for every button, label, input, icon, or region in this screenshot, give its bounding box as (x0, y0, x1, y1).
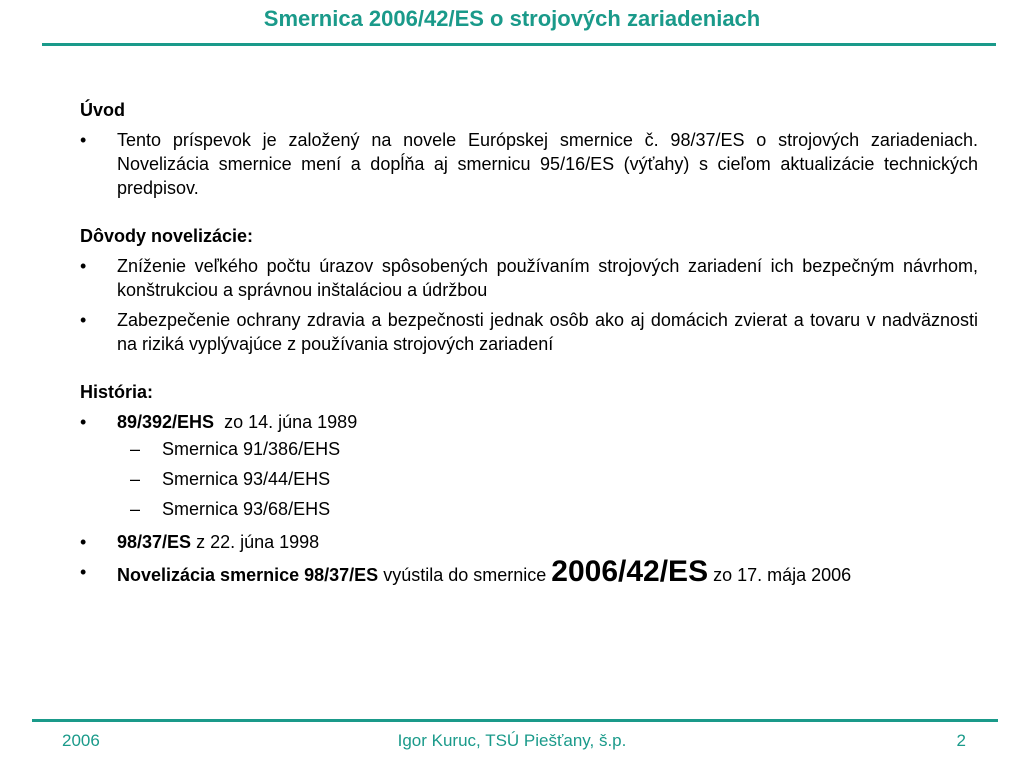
history-item-3-directive: 2006/42/ES (551, 555, 709, 588)
history-sub-item (80, 434, 978, 464)
reasons-bullet-2 (80, 308, 978, 356)
history-sub-item-text: Smernica 91/386/EHS (162, 439, 341, 459)
reasons-bullet-2-text: Zabezpečenie ochrany zdravia a bezpečnosti jednak osôb ako aj domácich zvierat a tovaru v nadväznosti na riziká vyplývajúce z používania strojových zariadení (117, 310, 978, 354)
slide-content (80, 98, 978, 587)
bullet-icon: • (80, 562, 87, 582)
footer-year: 2006 (62, 731, 100, 750)
dash-icon: – (130, 499, 141, 519)
slide-title: Smernica 2006/42/ES o strojových zariadeniach (263, 6, 761, 31)
slide-number: 2 (956, 731, 966, 750)
history-heading: História: (80, 382, 154, 402)
title-divider (42, 43, 996, 46)
reasons-heading: Dôvody novelizácie: (80, 226, 254, 246)
history-item-2 (80, 530, 978, 554)
history-sub-item (80, 494, 978, 524)
intro-heading: Úvod (80, 100, 125, 120)
dash-icon: – (130, 469, 141, 489)
intro-bullet-text: Tento príspevok je založený na novele Európskej smernice č. 98/37/ES o strojových zariadeniach. Novelizácia smernice mení a dopĺňa aj smernicu 95/16/ES (výťahy) s cieľom aktualizácie technických predpisov. (117, 130, 978, 198)
bullet-icon: • (80, 256, 87, 276)
history-item-2-text: z 22. júna 1998 (196, 532, 320, 552)
history-item-1-code: 89/392/EHS (117, 412, 215, 432)
intro-bullet (80, 128, 978, 200)
history-sub-item-text: Smernica 93/44/EHS (162, 469, 331, 489)
history-item-1 (80, 410, 978, 434)
dash-icon: – (130, 439, 141, 459)
reasons-bullet-1-text: Zníženie veľkého počtu úrazov spôsobených používaním strojových zariadení ich bezpečným návrhom, konštrukciou a správnou inštaláciou a údržbou (117, 256, 978, 300)
footer-author: Igor Kuruc, TSÚ Piešťany, š.p. (397, 731, 627, 750)
history-item-3-text: vyústila do smernice (383, 565, 547, 585)
bullet-icon: • (80, 310, 87, 330)
history-item-2-code: 98/37/ES (117, 532, 192, 552)
history-item-3-tail: zo 17. mája 2006 (713, 565, 852, 585)
footer-divider (32, 719, 998, 722)
bullet-icon: • (80, 130, 87, 150)
history-sub-item-text: Smernica 93/68/EHS (162, 499, 331, 519)
bullet-icon: • (80, 412, 87, 432)
history-item-3 (80, 555, 978, 588)
bullet-icon: • (80, 532, 87, 552)
history-sub-item (80, 464, 978, 494)
history-item-1-text: zo 14. júna 1989 (224, 412, 358, 432)
reasons-bullet-1 (80, 254, 978, 302)
history-item-3-bold: Novelizácia smernice 98/37/ES (117, 565, 379, 585)
